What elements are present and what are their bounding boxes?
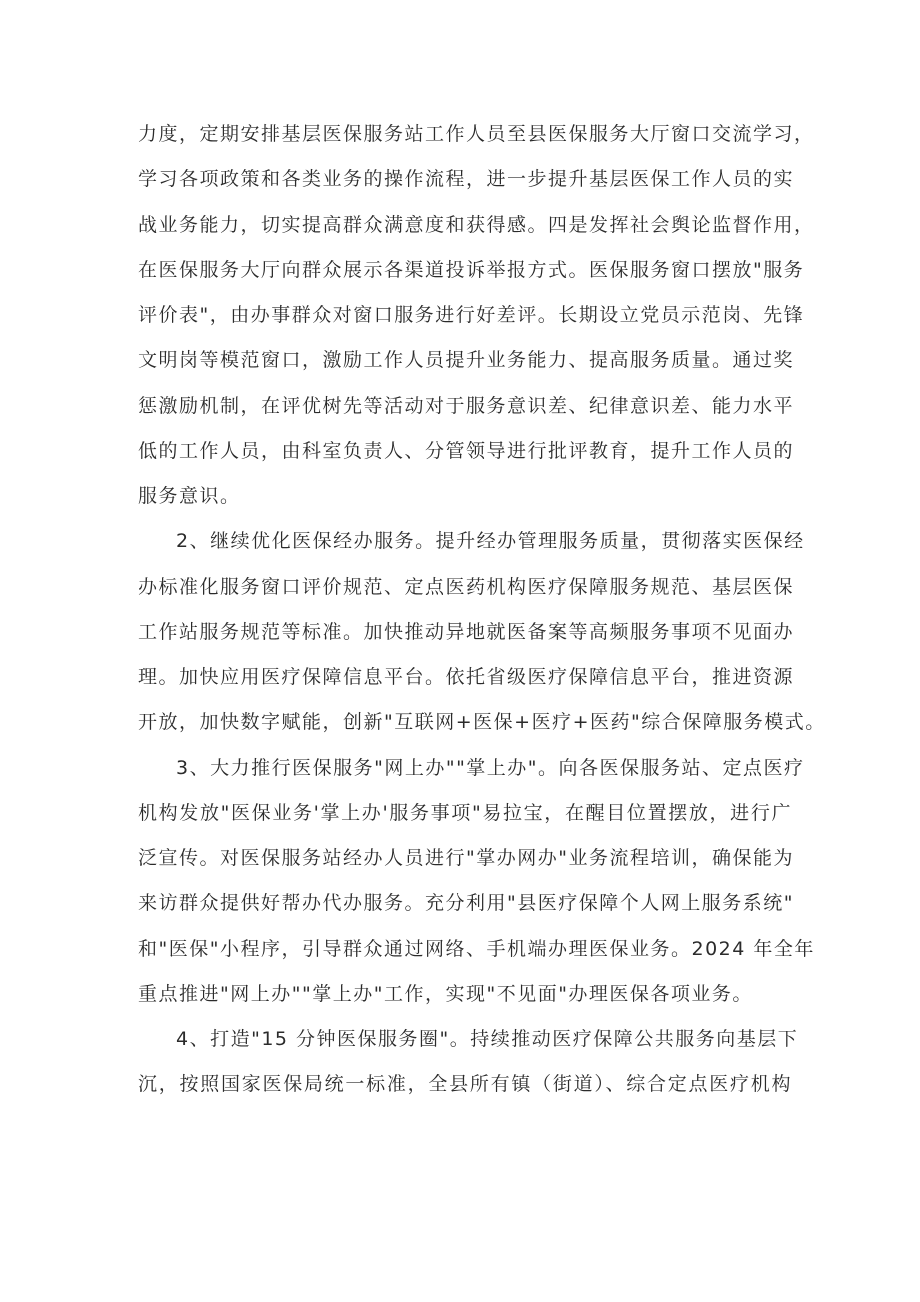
text-line: 学习各项政策和各类业务的操作流程，进一步提升基层医保工作人员的实: [138, 168, 795, 191]
text-line: 战业务能力，切实提高群众满意度和获得感。四是发挥社会舆论监督作用，: [138, 213, 815, 236]
paragraph-3-line: 3、大力推行医保服务"网上办""掌上办"。向各医保服务站、定点医疗: [176, 756, 805, 779]
text-line: 在医保服务大厅向群众展示各渠道投诉举报方式。医保服务窗口摆放"服务: [138, 258, 805, 281]
text-line: 办标准化服务窗口评价规范、定点医药机构医疗保障服务规范、基层医保: [138, 575, 795, 598]
text-line: 理。加快应用医疗保障信息平台。依托省级医疗保障信息平台，推进资源: [138, 666, 795, 688]
text-line: 机构发放"医保业务'掌上办'服务事项"易拉宝，在醒目位置摆放，进行广: [138, 801, 792, 824]
text-line: 文明岗等模范窗口，激励工作人员提升业务能力、提高服务质量。通过奖: [138, 349, 795, 372]
text-line: 和"医保"小程序，引导群众通过网络、手机端办理医保业务。2024 年全年: [138, 937, 815, 960]
text-line: 来访群众提供好帮办代办服务。充分利用"县医疗保障个人网上服务系统": [138, 892, 794, 915]
text-line: 沉，按照国家医保局统一标准，全县所有镇（街道）、综合定点医疗机构: [138, 1073, 792, 1096]
text-line: 评价表"，由办事群众对窗口服务进行好差评。长期设立党员示范岗、先锋: [138, 304, 805, 326]
paragraph-4-line: 4、打造"15 分钟医保服务圈"。持续推动医疗保障公共服务向基层下: [176, 1028, 799, 1050]
text-line: 服务意识。: [138, 485, 241, 507]
text-line: 重点推进"网上办""掌上办"工作，实现"不见面"办理医保各项业务。: [138, 982, 753, 1005]
paragraph-2-line: 2、继续优化医保经办服务。提升经办管理服务质量，贯彻落实医保经: [176, 530, 805, 553]
text-line: 低的工作人员，由科室负责人、分管领导进行批评教育，提升工作人员的: [138, 439, 795, 462]
text-line: 力度，定期安排基层医保服务站工作人员至县医保服务大厅窗口交流学习，: [138, 123, 815, 145]
text-line: 开放，加快数字赋能，创新"互联网+医保+医疗+医药"综合保障服务模式。: [138, 711, 826, 734]
text-line: 泛宣传。对医保服务站经办人员进行"掌办网办"业务流程培训，确保能为: [138, 847, 794, 869]
document-body: [138, 116, 826, 1112]
text-line: 工作站服务规范等标准。加快推动异地就医备案等高频服务事项不见面办: [138, 620, 795, 643]
text-line: 惩激励机制，在评优树先等活动对于服务意识差、纪律意识差、能力水平: [138, 394, 795, 417]
